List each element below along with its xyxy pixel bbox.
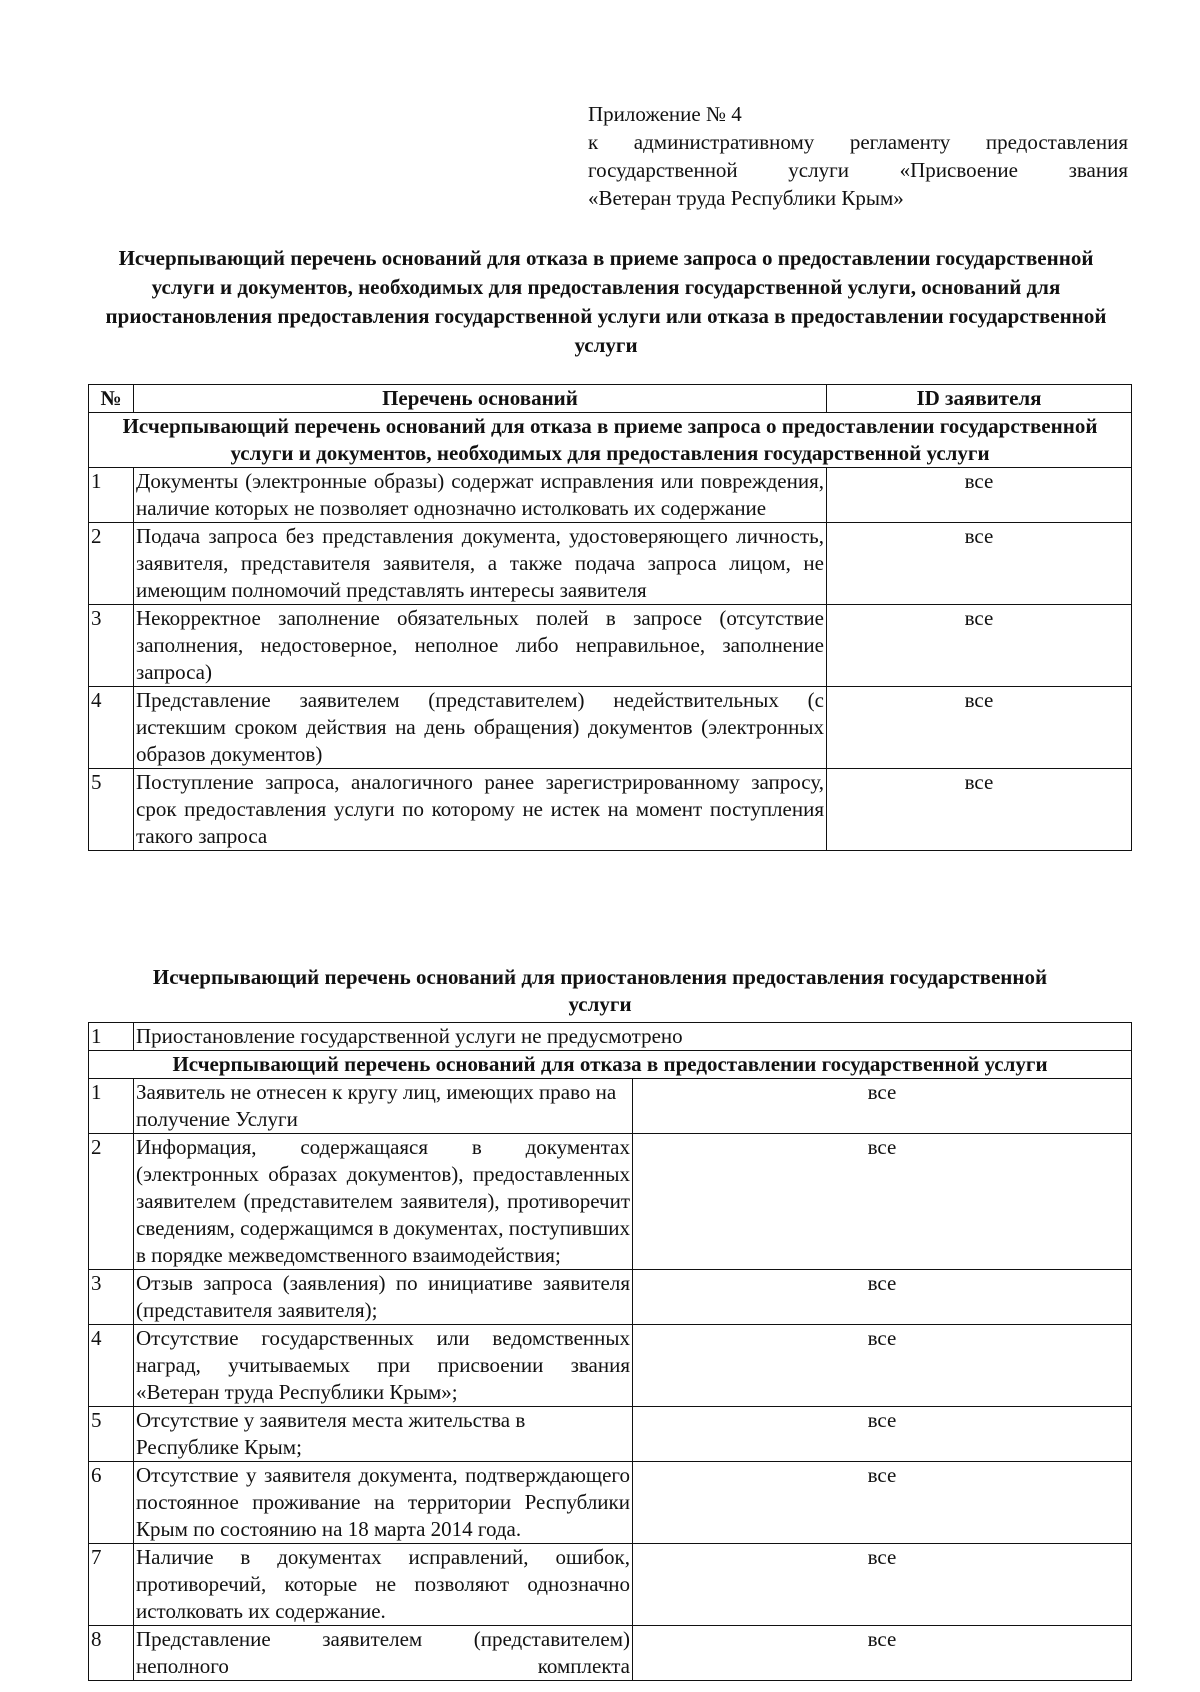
row-text: Отсутствие у заявителя места жительства в Республике Крым; [134, 1407, 633, 1462]
table-row [89, 769, 1132, 851]
row-num: 1 [89, 1079, 134, 1134]
table-row [89, 1079, 1132, 1134]
row-id: все [633, 1626, 1132, 1681]
row-id: все [827, 605, 1132, 687]
row-text: Отсутствие у заявителя документа, подтверждающего постоянное проживание на территории Республики Крым по состоянию на 18 марта 2014 года. [134, 1462, 633, 1544]
table-row [89, 1407, 1132, 1462]
table-row [89, 1023, 1132, 1051]
table-row [89, 523, 1132, 605]
row-num: 3 [89, 605, 134, 687]
table-row [89, 1270, 1132, 1325]
table-row [89, 1544, 1132, 1626]
appendix-line: «Ветеран труда Республики Крым» [588, 186, 904, 210]
row-text: Подача запроса без представления документа, удостоверяющего личность, заявителя, представителя заявителя, а также подача запроса лицом, не имеющим полномочий представлять интересы заявителя [134, 523, 827, 605]
row-num: 5 [89, 769, 134, 851]
row-text: Информация, содержащаяся в документах (электронных образах документов), предоставленных заявителем (представителем заявителя), противоречит сведениям, содержащимся в документах, поступивших в порядке межведомственного взаимодействия; [134, 1134, 633, 1270]
appendix-number: Приложение № 4 [588, 102, 742, 126]
row-text: Заявитель не отнесен к кругу лиц, имеющих право на получение Услуги [134, 1079, 633, 1134]
row-num: 4 [89, 1325, 134, 1407]
row-id: все [827, 769, 1132, 851]
header-num: № [89, 385, 134, 413]
row-text: Приостановление государственной услуги не предусмотрено [134, 1023, 1132, 1051]
row-num: 4 [89, 687, 134, 769]
header-id: ID заявителя [827, 385, 1132, 413]
row-id: все [633, 1407, 1132, 1462]
appendix-line: государственной услуги «Присвоение звания [588, 158, 1128, 182]
section1-title: Исчерпывающий перечень оснований для отказа в приеме запроса о предоставлении государственной услуги и документов, необходимых для предоставления государственной услуги [89, 413, 1132, 468]
table-row [89, 1626, 1132, 1681]
row-num: 3 [89, 1270, 134, 1325]
row-id: все [633, 1544, 1132, 1626]
appendix-block [588, 100, 1128, 212]
table-row [89, 605, 1132, 687]
table-row [89, 1134, 1132, 1270]
section-title-row [89, 1051, 1132, 1079]
table-row [89, 1325, 1132, 1407]
row-id: все [633, 1325, 1132, 1407]
row-num: 5 [89, 1407, 134, 1462]
table-header-row [89, 385, 1132, 413]
refusal-table-provision [88, 1022, 1132, 1681]
row-text: Представление заявителем (представителем) недействительных (с истекшим сроком действия на день обращения) документов (электронных образов документов) [134, 687, 827, 769]
row-id: все [827, 468, 1132, 523]
table-row [89, 687, 1132, 769]
section-title-row [89, 413, 1132, 468]
row-num: 1 [89, 1023, 134, 1051]
appendix-line: к административному регламенту предоставления [588, 130, 1128, 154]
row-num: 8 [89, 1626, 134, 1681]
table-row [89, 1462, 1132, 1544]
section2-title: Исчерпывающий перечень оснований для приостановления предоставления государственной услуги [152, 965, 1048, 1016]
row-id: все [633, 1462, 1132, 1544]
document-title: Исчерпывающий перечень оснований для отказа в приеме запроса о предоставлении государственной услуги и документов, необходимых для предоставления государственной услуги, оснований для приостановления предоставления государственной услуги или отказа в предоставлении государственной услуги [105, 246, 1107, 357]
row-id: все [633, 1079, 1132, 1134]
row-id: все [827, 687, 1132, 769]
table-row [89, 468, 1132, 523]
row-text: Некорректное заполнение обязательных полей в запросе (отсутствие заполнения, недостоверное, неполное либо неправильное, заполнение запроса) [134, 605, 827, 687]
row-num: 2 [89, 1134, 134, 1270]
row-text: Отсутствие государственных или ведомственных наград, учитываемых при присвоении звания «Ветеран труда Республики Крым»; [134, 1325, 633, 1407]
row-text: Наличие в документах исправлений, ошибок, противоречий, которые не позволяют однозначно истолковать их содержание. [134, 1544, 633, 1626]
header-reasons: Перечень оснований [134, 385, 827, 413]
row-text: Отзыв запроса (заявления) по инициативе заявителя (представителя заявителя); [134, 1270, 633, 1325]
row-id: все [633, 1134, 1132, 1270]
row-num: 1 [89, 468, 134, 523]
row-text: Представление заявителем (представителем) неполного комплекта [134, 1626, 633, 1681]
row-id: все [633, 1270, 1132, 1325]
row-num: 7 [89, 1544, 134, 1626]
row-id: все [827, 523, 1132, 605]
row-num: 2 [89, 523, 134, 605]
row-text: Поступление запроса, аналогичного ранее зарегистрированному запросу, срок предоставления услуги по которому не истек на момент поступления такого запроса [134, 769, 827, 851]
row-text: Документы (электронные образы) содержат исправления или повреждения, наличие которых не позволяет однозначно истолковать их содержание [134, 468, 827, 523]
row-num: 6 [89, 1462, 134, 1544]
refusal-table-reception [88, 384, 1132, 851]
section3-title: Исчерпывающий перечень оснований для отказа в предоставлении государственной услуги [89, 1051, 1132, 1079]
